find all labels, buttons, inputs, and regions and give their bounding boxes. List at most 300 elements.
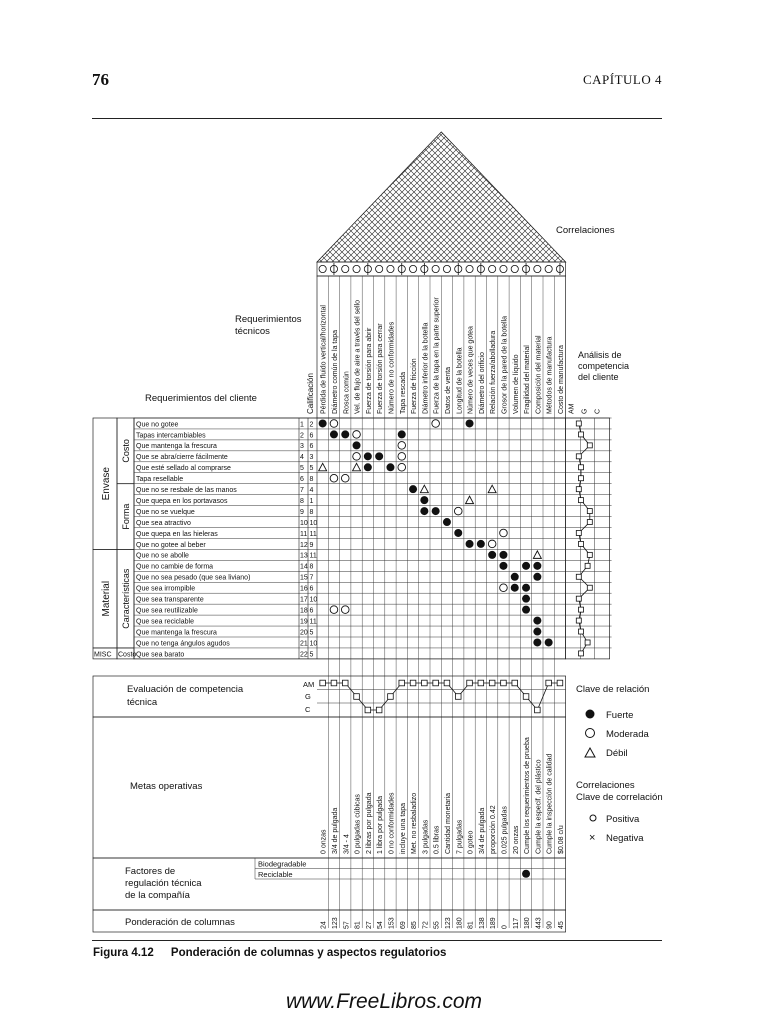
tech-eval-label-1: Evaluación de competencia — [127, 684, 244, 695]
relationship-strong-mark — [533, 638, 541, 646]
requirement-score: 4 — [309, 487, 314, 494]
customer-analysis-marker — [576, 618, 581, 623]
customer-analysis-marker — [576, 596, 581, 601]
eval-c: C — [305, 705, 311, 714]
requirement-score: 11 — [309, 530, 317, 538]
requirement-number: 8 — [300, 497, 304, 505]
relationship-moderate-mark — [341, 606, 349, 614]
operational-target-label: 3/4 de pulgada — [478, 807, 486, 854]
tech-requirement-label: Relación fuerza/abolladura — [490, 330, 498, 414]
targets-label: Metas operativas — [130, 781, 203, 792]
legend-weak-icon — [585, 748, 595, 757]
relationship-moderate-mark — [432, 420, 440, 428]
tech-requirement-label: Métodos de manufactura — [546, 336, 554, 414]
requirement-number: 3 — [300, 443, 304, 451]
eval-am: AM — [303, 680, 315, 689]
operational-target-label: 0.025 pulgadas — [501, 806, 509, 854]
correlation-positive-mark — [534, 265, 541, 272]
operational-target-label: 0 onzas — [320, 829, 328, 854]
customer-requirement-label: Que quepa en las hieleras — [136, 530, 218, 538]
requirement-score: 11 — [309, 552, 317, 560]
relationship-moderate-mark — [353, 431, 361, 439]
requirement-number: 10 — [300, 519, 308, 527]
customer-analysis-marker — [579, 651, 584, 656]
requirement-number: 17 — [300, 596, 308, 604]
correlation-positive-mark — [443, 265, 450, 272]
customer-requirement-label: Que sea reciclable — [136, 618, 194, 626]
column-weight-value: 81 — [354, 921, 362, 929]
bottom-rule — [92, 940, 662, 941]
customer-analysis-marker — [579, 607, 584, 612]
column-weight-value: 123 — [331, 917, 339, 929]
tech-eval-marker — [501, 680, 507, 686]
relationship-strong-mark — [522, 606, 530, 614]
tech-eval-marker — [388, 694, 394, 700]
roof-triangle — [317, 132, 566, 262]
relationship-moderate-mark — [500, 584, 508, 592]
relationship-strong-mark — [364, 463, 372, 471]
correlation-roof — [317, 132, 566, 276]
requirement-score: 8 — [309, 508, 314, 516]
relationship-moderate-mark — [488, 540, 496, 548]
correlation-positive-mark — [353, 265, 360, 272]
customer-analysis-marker — [579, 432, 584, 437]
tech-requirement-label: Fuerza de torsión para abrir — [365, 327, 373, 414]
column-weight-value: 180 — [524, 917, 532, 929]
relationship-weak-mark — [319, 463, 327, 471]
operational-target-label: 0 pulgadas cúbicas — [354, 794, 362, 854]
correlation-positive-mark — [376, 265, 383, 272]
requirement-number: 7 — [300, 487, 304, 494]
column-weight-value: 90 — [546, 921, 554, 929]
requirement-number: 9 — [300, 508, 304, 516]
legend-negative-label: Negativa — [606, 833, 644, 844]
requirement-score: 8 — [309, 563, 314, 571]
operational-target-label: 0.5 libras — [433, 825, 441, 854]
legend-positive-label: Positiva — [606, 814, 640, 825]
analysis-scale-label: G — [581, 408, 589, 414]
column-weight-value: 72 — [422, 921, 430, 929]
column-weight-value: 69 — [399, 921, 407, 929]
category-label: Envase — [101, 467, 112, 501]
tech-requirement-label: Datos de venta — [444, 366, 452, 414]
requirement-score: 10 — [309, 596, 318, 604]
correlation-positive-mark — [466, 265, 473, 272]
factors-label-2: regulación técnica — [125, 878, 202, 889]
relationship-strong-mark — [488, 551, 496, 559]
tech-requirement-label: Fuerza de fricción — [411, 358, 419, 414]
relationship-strong-mark — [364, 452, 372, 460]
customer-analysis-marker — [585, 640, 590, 645]
relationship-strong-mark — [386, 463, 394, 471]
legend-correlation-subtitle: Clave de correlación — [576, 792, 663, 803]
tech-eval-marker — [523, 694, 529, 700]
requirement-score: 3 — [309, 454, 314, 462]
customer-requirement-label: Que se abra/cierre fácilmente — [136, 454, 228, 462]
customer-requirement-label: Que sea barato — [136, 651, 185, 659]
operational-target-label: Cumple la especif. del plástico — [535, 759, 543, 854]
relationship-strong-mark — [522, 584, 530, 592]
tech-requirement-label: Fragilidad del material — [524, 345, 532, 414]
tech-requirement-label: Pérdida de fluido vertical/horizontal — [320, 305, 328, 414]
requirement-score: 11 — [309, 618, 317, 626]
tech-requirement-label: Diámetro común de la tapa — [331, 329, 339, 414]
requirement-score: 5 — [309, 465, 314, 473]
customer-analysis-marker — [576, 421, 581, 426]
operational-target-label: 7 pulgadas — [456, 819, 464, 854]
operational-target-label: Met. no resbaladizo — [411, 792, 419, 854]
customer-analysis-marker — [576, 530, 581, 535]
requirement-number: 16 — [300, 585, 308, 593]
customer-requirement-label: Que sea atractivo — [136, 519, 191, 527]
correlation-positive-mark — [500, 265, 507, 272]
relationship-moderate-mark — [398, 442, 406, 450]
legend-relation-title: Clave de relación — [576, 684, 650, 695]
customer-requirement-label: Que no se vuelque — [136, 508, 195, 516]
tech-eval-marker — [320, 680, 326, 686]
operational-target-label: Cumple la inspección de calidad — [546, 753, 554, 854]
relationship-moderate-mark — [454, 507, 462, 515]
relationship-moderate-mark — [353, 453, 361, 461]
analysis-scale-label: C — [594, 408, 602, 414]
customer-requirement-label: Que no gotee — [136, 421, 179, 429]
correlation-positive-mark — [545, 265, 552, 272]
column-weight-value: 57 — [343, 921, 351, 929]
requirement-score: 10 — [309, 519, 318, 527]
column-weight-value: 138 — [478, 917, 486, 929]
tech-eval-marker — [557, 680, 563, 686]
customer-requirement-label: Tapas intercambiables — [136, 432, 206, 440]
customer-requirement-label: Que sea reutilizable — [136, 607, 198, 615]
relationship-strong-mark — [522, 595, 530, 603]
legend-negative-icon: × — [589, 832, 596, 844]
column-weight-value: 117 — [512, 917, 520, 929]
legend-strong-icon — [586, 710, 595, 719]
requirement-score: 2 — [309, 421, 314, 429]
biodegradable-label: Biodegradable — [258, 859, 307, 869]
tech-requirement-label: Tapa rescada — [399, 371, 407, 414]
legend-moderate-icon — [586, 729, 595, 738]
caption-label: Figura 4.12 — [93, 947, 154, 959]
relationship-moderate-mark — [398, 463, 406, 471]
customer-analysis-marker — [587, 509, 592, 514]
customer-requirement-label: Que quepa en los portavasos — [136, 497, 228, 505]
tech-eval-marker — [444, 680, 450, 686]
operational-target-label: Cumple los requerimientos de prueba — [524, 737, 532, 854]
correlation-positive-mark — [387, 265, 394, 272]
correlation-positive-mark — [511, 265, 518, 272]
relationship-strong-mark — [330, 430, 338, 438]
operational-target-label: 20 onzas — [512, 825, 520, 854]
calificacion-label: Calificación — [306, 373, 315, 414]
tech-requirement-label: Costo de manufactura — [557, 345, 565, 414]
correlation-positive-mark — [319, 265, 326, 272]
operational-target-label: 3/4 de pulgada — [331, 807, 339, 854]
operational-target-label: 0 goteo — [467, 830, 475, 854]
requirement-number: 5 — [300, 465, 304, 473]
correlation-positive-mark — [342, 265, 349, 272]
correlation-positive-mark — [432, 265, 439, 272]
regulatory-strong-mark — [522, 870, 530, 878]
relationship-strong-mark — [477, 540, 485, 548]
tech-requirement-label: Número de veces que gotea — [467, 326, 475, 414]
tech-requirement-label: Diámetro del orificio — [478, 352, 486, 414]
factors-label-3: de la compañía — [125, 890, 190, 901]
customer-requirement-label: Que no se abolle — [136, 552, 189, 560]
column-weight-value: 123 — [444, 917, 452, 929]
correlation-positive-mark — [409, 265, 416, 272]
customer-analysis-marker — [587, 552, 592, 557]
relationship-strong-mark — [454, 529, 462, 537]
tech-eval-marker — [365, 707, 371, 713]
correlation-positive-mark — [489, 265, 496, 272]
tech-eval-label-2: técnica — [127, 697, 158, 708]
customer-requirement-label: Tapa resellable — [136, 476, 184, 484]
requirement-number: 14 — [300, 563, 308, 571]
subcategory-label: Costo — [121, 439, 131, 463]
subcategory-label: Características — [121, 568, 131, 629]
requirement-score: 6 — [309, 443, 314, 451]
relationship-weak-mark — [420, 485, 428, 493]
requirement-score: 5 — [309, 629, 314, 637]
customer-requirement-label: Que no gotee al beber — [136, 541, 206, 549]
customer-requirement-label: Que mantenga la frescura — [136, 443, 217, 451]
tech-requirement-label: Grosor de la pared de la botella — [501, 315, 509, 414]
tech-requirement-label: Fuerza de la tapa en la parte superior — [433, 297, 441, 414]
requirement-score: 8 — [309, 476, 314, 484]
relationship-strong-mark — [409, 485, 417, 493]
requirement-number: 19 — [300, 618, 308, 626]
relationship-weak-mark — [466, 496, 474, 504]
tech-requirement-label: Longitud de la botella — [456, 347, 464, 414]
operational-target-label: 3 pulgadas — [422, 819, 430, 854]
operational-target-label: incluye una tapa — [399, 803, 407, 854]
requirement-number: 18 — [300, 607, 308, 615]
requirement-number: 1 — [300, 421, 304, 429]
customer-requirement-label: Que esté sellado al comprarse — [136, 465, 231, 473]
requirement-score: 6 — [309, 432, 314, 440]
requirement-number: 22 — [300, 651, 308, 659]
tech-req-heading-2: técnicos — [235, 326, 270, 337]
requirement-number: 6 — [300, 476, 304, 484]
operational-target-label: 0 no conformidades — [388, 792, 396, 854]
legend-weak-label: Débil — [606, 748, 628, 759]
relationship-strong-mark — [443, 518, 451, 526]
column-weight-value: 24 — [320, 921, 328, 929]
tech-eval-marker — [489, 680, 495, 686]
relationship-strong-mark — [398, 430, 406, 438]
column-weight-value: 153 — [388, 917, 396, 929]
tech-eval-marker — [535, 707, 541, 713]
figure-caption — [93, 947, 446, 959]
misc-cost-label: Costo — [118, 651, 137, 659]
tech-eval-marker — [433, 680, 439, 686]
eval-g: G — [305, 692, 311, 701]
relationship-strong-mark — [341, 430, 349, 438]
requirement-number: 20 — [300, 629, 308, 637]
weights-label: Ponderación de columnas — [125, 917, 235, 928]
requirement-number: 4 — [300, 454, 304, 462]
relationship-moderate-mark — [330, 474, 338, 482]
customer-analysis-marker — [579, 498, 584, 503]
requirement-score: 1 — [309, 497, 314, 505]
requirement-number: 2 — [300, 432, 304, 440]
relationship-moderate-mark — [330, 606, 338, 614]
relationship-strong-mark — [511, 573, 519, 581]
subcategory-label: Forma — [121, 503, 131, 530]
relationship-strong-mark — [545, 638, 553, 646]
requirement-number: 12 — [300, 541, 308, 549]
requirement-score: 10 — [309, 640, 318, 648]
customer-analysis-marker — [587, 585, 592, 590]
column-weight-value: 27 — [365, 921, 373, 929]
tech-eval-marker — [546, 680, 552, 686]
roof-symbol-band — [317, 262, 566, 276]
misc-label: MISC — [94, 651, 112, 659]
column-weight-value: 189 — [490, 917, 498, 929]
tech-eval-marker — [354, 694, 360, 700]
requirement-score: 5 — [309, 651, 314, 659]
column-weight-value: 443 — [535, 917, 543, 929]
customer-analysis-marker — [576, 574, 581, 579]
tech-requirement-label: Diámetro inferior de la botella — [422, 322, 430, 414]
operational-target-label: 1 libra por pulgada — [377, 796, 385, 854]
legend-positive-icon — [590, 815, 596, 821]
relationship-moderate-mark — [398, 453, 406, 461]
requirement-number: 13 — [300, 552, 308, 560]
analysis-label-2: competencia — [578, 361, 630, 371]
requirement-number: 21 — [300, 640, 308, 648]
customer-analysis-marker — [579, 465, 584, 470]
customer-analysis-marker — [579, 629, 584, 634]
column-weight-value: 54 — [377, 921, 385, 929]
analysis-label-1: Análisis de — [578, 350, 622, 360]
relationship-strong-mark — [466, 540, 474, 548]
relationship-weak-mark — [533, 551, 541, 559]
customer-requirement-label: Que sea irrompible — [136, 585, 196, 593]
relationship-strong-mark — [319, 419, 327, 427]
tech-req-heading-1: Requerimientos — [235, 314, 302, 325]
relationship-strong-mark — [522, 562, 530, 570]
legend-moderate-label: Moderada — [606, 729, 649, 740]
relationship-strong-mark — [511, 584, 519, 592]
matrix-grid — [93, 276, 612, 932]
relationship-weak-mark — [353, 463, 361, 471]
tech-eval-marker — [399, 680, 405, 686]
relationship-strong-mark — [533, 628, 541, 636]
tech-eval-marker — [478, 680, 484, 686]
relationship-weak-mark — [488, 485, 496, 493]
relationship-moderate-mark — [341, 474, 349, 482]
tech-eval-marker — [455, 694, 461, 700]
relationship-strong-mark — [533, 562, 541, 570]
requirement-number: 15 — [300, 574, 308, 582]
tech-eval-marker — [410, 680, 416, 686]
page-number: 76 — [92, 70, 109, 89]
relationship-strong-mark — [353, 441, 361, 449]
customer-analysis-marker — [579, 541, 584, 546]
operational-target-label: Cantidad monetaria — [444, 792, 452, 854]
customer-analysis-marker — [585, 563, 590, 568]
column-weight-value: 45 — [557, 921, 565, 929]
category-label: Material — [101, 580, 112, 617]
tech-requirement-label: Composición del material — [535, 335, 543, 414]
customer-requirement-label: Que no sea pesado (que sea liviano) — [136, 574, 251, 582]
relationship-strong-mark — [533, 573, 541, 581]
customer-analysis-marker — [587, 443, 592, 448]
tech-eval-marker — [331, 680, 337, 686]
tech-requirement-label: Fuerza de torsión para cerrar — [377, 323, 385, 414]
column-weight-value: 81 — [467, 921, 475, 929]
tech-eval-marker — [342, 680, 348, 686]
relationship-strong-mark — [375, 452, 383, 460]
operational-target-label: $0.08 c/u — [557, 825, 565, 854]
relationship-strong-mark — [466, 419, 474, 427]
relationship-strong-mark — [420, 507, 428, 515]
tech-eval-marker — [376, 707, 382, 713]
column-weight-value: 85 — [411, 921, 419, 929]
operational-target-label: proporción 0.42 — [490, 805, 498, 854]
customer-requirement-label: Que sea transparente — [136, 596, 204, 604]
relationship-legend — [576, 684, 663, 844]
requirement-score: 6 — [309, 607, 314, 615]
tech-requirement-label: Número de no conformidades — [388, 321, 396, 414]
relationship-moderate-mark — [500, 529, 508, 537]
legend-correlation-title: Correlaciones — [576, 780, 635, 791]
relationship-strong-mark — [533, 617, 541, 625]
customer-analysis-marker — [576, 487, 581, 492]
factors-label-1: Factores de — [125, 866, 176, 877]
customer-requirement-label: Que no cambie de forma — [136, 563, 214, 571]
requirement-number: 11 — [300, 530, 308, 538]
tech-requirement-label: Vel. de flujo de aire a través del sello — [354, 299, 362, 414]
customer-req-heading: Requerimientos del cliente — [145, 393, 257, 404]
operational-target-label: 2 libras por pulgada — [365, 792, 373, 854]
legend-strong-label: Fuerte — [606, 710, 634, 721]
tech-eval-marker — [512, 680, 518, 686]
relationship-moderate-mark — [330, 420, 338, 428]
analysis-label-3: del cliente — [578, 372, 619, 382]
column-weight-value: 0 — [501, 925, 509, 929]
chapter-heading: CAPÍTULO 4 — [582, 72, 662, 87]
relationship-strong-mark — [499, 562, 507, 570]
matrix-labels — [94, 225, 629, 929]
tech-eval-marker — [422, 680, 428, 686]
analysis-scale-label: AM — [568, 403, 576, 414]
customer-analysis-marker — [587, 520, 592, 525]
relationship-strong-mark — [499, 551, 507, 559]
customer-requirement-label: Que no se resbale de las manos — [136, 487, 237, 494]
requirement-score: 6 — [309, 585, 314, 593]
relationship-strong-mark — [420, 496, 428, 504]
correlations-label: Correlaciones — [556, 225, 615, 236]
column-weight-value: 55 — [433, 921, 441, 929]
tech-requirement-label: Rosca común — [343, 371, 351, 414]
tech-eval-marker — [467, 680, 473, 686]
reciclable-label: Reciclable — [258, 870, 293, 879]
footer-watermark: www.FreeLibros.com — [285, 990, 483, 1013]
requirement-score: 7 — [309, 574, 314, 582]
column-weight-value: 180 — [456, 917, 464, 929]
customer-analysis-marker — [579, 476, 584, 481]
customer-requirement-label: Que no tenga ángulos agudos — [136, 640, 230, 648]
relationship-strong-mark — [432, 507, 440, 515]
customer-analysis-marker — [576, 454, 581, 459]
customer-requirement-label: Que mantenga la frescura — [136, 629, 217, 637]
operational-target-label: 3/4 - 4 — [343, 834, 351, 854]
tech-requirement-label: Volumen de líquido — [512, 354, 520, 414]
caption-text: Ponderación de columnas y aspectos regulatorios — [170, 947, 447, 959]
